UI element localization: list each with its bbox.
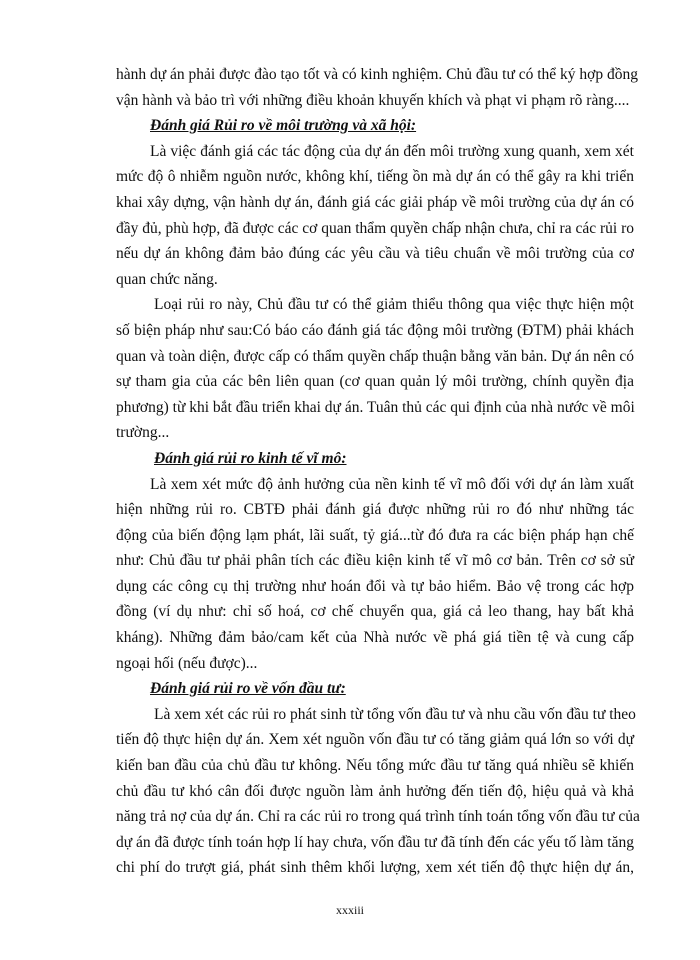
paragraph-line: Là xem xét mức độ ảnh hưởng của nền kinh tế vĩ mô đối với dự án làm xuất <box>150 475 634 493</box>
paragraph-line: phương) từ khi bắt đầu triển khai dự án. Tuân thủ các qui định của nhà nước về môi <box>116 398 635 416</box>
page-body <box>116 62 640 881</box>
paragraph-line: tiến độ thực hiện dự án. Xem xét nguồn vốn đầu tư có tăng giảm quá lớn so với dự <box>116 731 634 749</box>
paragraph-line: mức độ ô nhiễm nguồn nước, không khí, tiếng ồn mà dự án có thể gây ra khi triển <box>116 168 634 186</box>
paragraph-line: dụng các công cụ thị trường như hoán đổi và tự bảo hiểm. Bảo vệ trong các hợp <box>116 577 634 595</box>
paragraph-line: động của biến động lạm phát, lãi suất, tỷ giá...từ đó đưa ra các biện pháp hạn chế <box>116 526 634 544</box>
paragraph-line: chi phí do trượt giá, phát sinh thêm khối lượng, xem xét tiến độ thực hiện dự án, <box>116 859 634 877</box>
paragraph-line: số biện pháp như sau:Có báo cáo đánh giá tác động môi trường (ĐTM) phải khách <box>116 321 634 339</box>
paragraph-line: đầy đủ, phù hợp, đã được các cơ quan thẩm quyền chấp nhận chưa, chỉ ra các rủi ro <box>116 219 634 237</box>
paragraph-line: như: Chủ đầu tư phải phân tích các điều kiện kinh tế vĩ mô cơ bản. Trên cơ sở sử <box>116 552 634 570</box>
section-heading: Đánh giá Rủi ro về môi trường và xã hội: <box>150 117 417 135</box>
paragraph-line: nếu dự án không đảm bảo đúng các yêu cầu và tiêu chuẩn về môi trường của cơ <box>116 245 634 263</box>
paragraph-line: khai xây dựng, vận hành dự án, đánh giá các giải pháp về môi trường của dự án có <box>116 193 634 211</box>
paragraph-line: trường... <box>116 424 170 442</box>
paragraph-line: quan và toàn diện, được cấp có thẩm quyền chấp thuận bằng văn bản. Dự án nên có <box>116 347 634 365</box>
paragraph-line: kháng). Những đảm bảo/cam kết của Nhà nước về phá giá tiền tệ và cung cấp <box>116 629 634 647</box>
paragraph-line: chủ đầu tư khó cân đối được nguồn làm ảnh hưởng đến tiến độ, hiệu quả và khả <box>116 782 634 800</box>
paragraph-line: vận hành và bảo trì với những điều khoản khuyến khích và phạt vi phạm rõ ràng.... <box>116 91 630 109</box>
paragraph-line: đồng (ví dụ như: chỉ số hoá, cơ chế chuyển qua, giá cả leo thang, hay bất khả <box>116 603 634 621</box>
page-number: xxxiii <box>335 903 364 917</box>
paragraph-line: Là việc đánh giá các tác động của dự án đến môi trường xung quanh, xem xét <box>150 142 634 160</box>
paragraph-line: Loại rủi ro này, Chủ đầu tư có thể giảm thiểu thông qua việc thực hiện một <box>154 296 634 314</box>
paragraph-line: năng trả nợ của dự án. Chỉ ra các rủi ro trong quá trình tính toán tổng vốn đầu tư của <box>116 808 640 826</box>
paragraph-line: ngoại hối (nếu được)... <box>116 654 258 672</box>
section-heading: Đánh giá rủi ro kinh tế vĩ mô: <box>154 449 347 467</box>
paragraph-line: kiến ban đầu của chủ đầu tư không. Nếu tổng mức đầu tư tăng quá nhiều sẽ khiến <box>116 757 634 775</box>
paragraph-line: quan chức năng. <box>116 270 218 288</box>
section-heading: Đánh giá rủi ro về vốn đầu tư: <box>150 680 346 698</box>
paragraph-line: Là xem xét các rủi ro phát sinh từ tổng vốn đầu tư và nhu cầu vốn đầu tư theo <box>154 705 636 723</box>
paragraph-line: hiện những rủi ro. CBTĐ phải đánh giá được những rủi ro đó như những tác <box>116 501 634 519</box>
paragraph-line: hành dự án phải được đào tạo tốt và có kinh nghiệm. Chủ đầu tư có thể ký hợp đồng <box>116 66 638 83</box>
paragraph-line: dự án đã được tính toán hợp lí hay chưa, vốn đầu tư đã tính đến các yếu tố làm tăng <box>116 833 634 851</box>
paragraph-line: sự tham gia của các bên liên quan (cơ quan quản lý môi trường, chính quyền địa <box>116 373 634 391</box>
